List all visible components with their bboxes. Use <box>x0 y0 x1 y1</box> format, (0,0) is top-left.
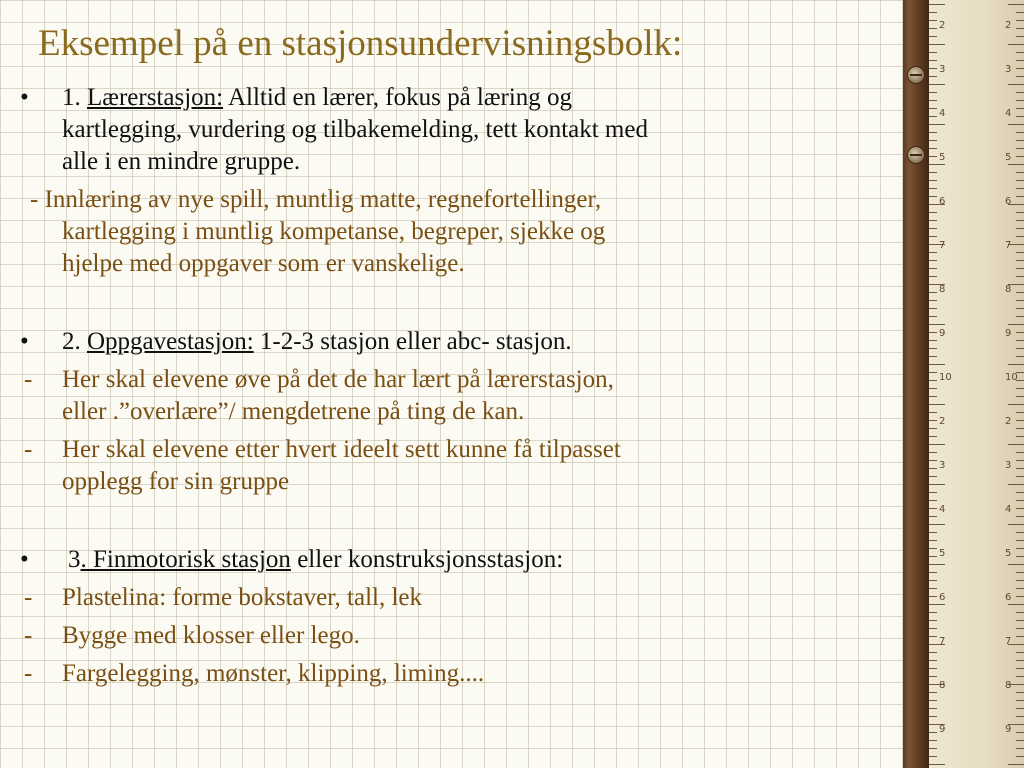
dash-item-3-1: - Plastelina: forme bokstaver, tall, lek <box>0 582 890 614</box>
ruler-tick <box>1016 668 1024 669</box>
ruler-tick <box>929 604 945 605</box>
laererstasjon-heading: Lærerstasjon: <box>87 84 224 111</box>
ruler-tick <box>1016 508 1024 509</box>
bullet-marker: • <box>20 84 29 111</box>
dash-item-2-2-line-2: opplegg for sin gruppe <box>62 468 290 495</box>
ruler-tick <box>1016 108 1024 109</box>
dash-item-3-2: - Bygge med klosser eller lego. <box>0 620 890 652</box>
ruler-tick <box>929 116 937 117</box>
ruler-tick <box>929 92 937 93</box>
ruler-number: 7 <box>939 240 946 251</box>
ruler-tick <box>1016 572 1024 573</box>
ruler-tick <box>929 148 937 149</box>
finmotorisk-heading: . Finmotorisk stasjon <box>80 546 291 573</box>
ruler-tick <box>1016 476 1024 477</box>
ruler-number: 6 <box>1005 196 1012 207</box>
ruler-tick <box>929 564 945 565</box>
ruler-tick <box>1016 692 1024 693</box>
ruler-tick <box>1016 76 1024 77</box>
ruler-tick <box>1016 396 1024 397</box>
ruler-tick <box>1016 156 1024 157</box>
ruler-tick <box>929 748 937 749</box>
dash-item-3-3: - Fargelegging, mønster, klipping, liming.... <box>0 658 890 690</box>
ruler-tick <box>1016 700 1024 701</box>
ruler-tick <box>929 532 937 533</box>
ruler-number: 5 <box>1005 548 1012 559</box>
ruler-tick <box>929 292 937 293</box>
ruler-tick <box>929 412 937 413</box>
ruler-tick <box>1016 732 1024 733</box>
ruler-tick <box>1016 332 1024 333</box>
sub-line-2: kartlegging i muntlig kompetanse, begreper, sjekke og <box>62 218 606 245</box>
ruler-tick <box>929 372 937 373</box>
ruler-tick <box>1016 540 1024 541</box>
ruler-tick <box>929 636 937 637</box>
ruler-tick <box>1016 588 1024 589</box>
ruler-tick <box>1016 196 1024 197</box>
ruler-tick <box>929 756 937 757</box>
ruler-tick <box>1016 28 1024 29</box>
ruler-tick <box>1016 356 1024 357</box>
ruler-tick <box>929 124 945 125</box>
ruler-tick <box>929 180 937 181</box>
ruler-tick <box>929 52 937 53</box>
ruler-tick <box>1008 444 1024 445</box>
ruler-tick <box>929 676 937 677</box>
ruler-tick <box>929 348 937 349</box>
ruler-tick <box>1016 500 1024 501</box>
ruler-tick <box>929 68 937 69</box>
ruler-tick <box>929 508 937 509</box>
ruler-tick <box>1016 268 1024 269</box>
ruler-number: 8 <box>939 680 946 691</box>
ruler-tick <box>929 364 945 365</box>
ruler-number: 2 <box>1005 416 1012 427</box>
ruler-tick <box>929 516 937 517</box>
ruler-number: 4 <box>1005 108 1012 119</box>
ruler-tick <box>1008 164 1024 165</box>
dash-marker: - <box>24 584 33 611</box>
ruler-tick <box>929 156 937 157</box>
ruler-tick <box>929 60 937 61</box>
ruler-tick <box>1016 308 1024 309</box>
ruler-number: 7 <box>939 636 946 647</box>
ruler-tick <box>929 396 937 397</box>
ruler-tick <box>929 692 937 693</box>
dash-marker: - <box>24 622 33 649</box>
ruler-tick <box>1016 620 1024 621</box>
ruler-tick <box>929 388 937 389</box>
dash-item-2-1-line-2: eller .”overlære”/ mengdetrene på ting de kan. <box>62 398 525 425</box>
ruler-number: 10 <box>939 372 952 383</box>
ruler-tick <box>1016 716 1024 717</box>
ruler-number: 4 <box>939 108 946 119</box>
ruler-tick <box>929 452 937 453</box>
ruler-number: 6 <box>1005 592 1012 603</box>
screw-icon <box>907 146 925 164</box>
ruler-tick <box>929 524 945 525</box>
ruler-tick <box>929 20 937 21</box>
ruler-tick <box>1016 340 1024 341</box>
ruler-tick <box>929 444 945 445</box>
ruler-face <box>929 0 1024 768</box>
ruler-tick <box>1016 188 1024 189</box>
ruler-tick <box>1016 748 1024 749</box>
ruler-number: 6 <box>939 196 946 207</box>
ruler-tick <box>929 164 945 165</box>
ruler-number: 5 <box>939 548 946 559</box>
ruler-tick <box>929 228 937 229</box>
ruler-tick <box>1008 484 1024 485</box>
ruler-tick <box>1016 676 1024 677</box>
dash-marker: - <box>24 436 33 463</box>
ruler-tick <box>929 76 937 77</box>
ruler-tick <box>1016 100 1024 101</box>
ruler-tick <box>1016 468 1024 469</box>
ruler-number: 9 <box>1005 724 1012 735</box>
bullet-1-line-2: kartlegging, vurdering og tilbakemelding, tett kontakt med <box>62 116 648 143</box>
ruler-tick <box>1016 516 1024 517</box>
ruler-tick <box>1016 436 1024 437</box>
ruler-tick <box>929 620 937 621</box>
ruler-tick <box>929 220 937 221</box>
ruler-tick <box>929 84 945 85</box>
ruler-tick <box>1008 764 1024 765</box>
ruler-tick <box>929 428 937 429</box>
ruler-tick <box>929 484 945 485</box>
ruler-tick <box>1016 12 1024 13</box>
ruler-tick <box>1016 740 1024 741</box>
ruler-tick <box>929 252 937 253</box>
ruler-tick <box>929 476 937 477</box>
ruler-tick <box>929 332 937 333</box>
ruler-tick <box>929 324 945 325</box>
ruler-tick <box>929 340 937 341</box>
ruler-tick <box>929 316 937 317</box>
ruler-number: 9 <box>939 328 946 339</box>
ruler-tick <box>929 500 937 501</box>
ruler-tick <box>1016 276 1024 277</box>
ruler-tick <box>1016 412 1024 413</box>
ruler-number: 4 <box>1005 504 1012 515</box>
ruler-tick <box>929 300 937 301</box>
ruler-number: 9 <box>939 724 946 735</box>
ruler-tick <box>1016 580 1024 581</box>
ruler-tick <box>929 188 937 189</box>
ruler-number: 3 <box>1005 460 1012 471</box>
ruler-tick <box>1016 612 1024 613</box>
ruler-tick <box>1016 132 1024 133</box>
ruler-number: 5 <box>939 152 946 163</box>
ruler-tick <box>1016 52 1024 53</box>
ruler-tick <box>929 276 937 277</box>
ruler-tick <box>929 12 937 13</box>
ruler-tick <box>929 436 937 437</box>
ruler-tick <box>929 548 937 549</box>
ruler-tick <box>1008 124 1024 125</box>
ruler-tick <box>1016 708 1024 709</box>
ruler-number: 8 <box>939 284 946 295</box>
ruler-tick <box>1016 92 1024 93</box>
ruler-tick <box>1016 236 1024 237</box>
ruler-tick <box>1016 628 1024 629</box>
ruler-tick <box>929 36 937 37</box>
ruler-number: 3 <box>939 64 946 75</box>
ruler-tick <box>929 572 937 573</box>
ruler-number: 2 <box>1005 20 1012 31</box>
ruler-tick <box>929 764 945 765</box>
ruler-tick <box>1016 220 1024 221</box>
bullet-marker: • <box>20 328 29 355</box>
ruler-tick <box>929 468 937 469</box>
ruler-tick <box>1016 428 1024 429</box>
ruler-tick <box>929 268 937 269</box>
ruler-tick <box>929 132 937 133</box>
ruler-tick <box>1008 604 1024 605</box>
ruler-tick <box>929 212 937 213</box>
ruler-tick <box>929 668 937 669</box>
ruler-tick <box>929 380 937 381</box>
ruler-tick <box>1016 228 1024 229</box>
dash-marker: - <box>24 660 33 687</box>
ruler-tick <box>1016 300 1024 301</box>
ruler-tick <box>1008 404 1024 405</box>
ruler-tick <box>929 588 937 589</box>
sub-line-3: hjelpe med oppgaver som er vanskelige. <box>62 250 465 277</box>
ruler-tick <box>1016 388 1024 389</box>
ruler-tick <box>929 356 937 357</box>
ruler-number: 2 <box>939 20 946 31</box>
ruler-tick <box>1008 84 1024 85</box>
ruler-tick <box>1016 20 1024 21</box>
ruler-tick <box>1016 556 1024 557</box>
ruler-tick <box>1016 148 1024 149</box>
ruler-tick <box>929 404 945 405</box>
ruler-tick <box>1016 652 1024 653</box>
ruler-tick <box>1016 660 1024 661</box>
ruler-number: 4 <box>939 504 946 515</box>
ruler-tick <box>929 708 937 709</box>
ruler-tick <box>1016 532 1024 533</box>
ruler-number: 9 <box>1005 328 1012 339</box>
ruler-decoration <box>903 0 1024 768</box>
ruler-tick <box>929 540 937 541</box>
ruler-tick <box>929 492 937 493</box>
ruler-tick <box>929 28 937 29</box>
ruler-tick <box>1008 4 1024 5</box>
ruler-tick <box>929 556 937 557</box>
ruler-tick <box>1016 756 1024 757</box>
ruler-tick <box>929 420 937 421</box>
ruler-number: 7 <box>1005 240 1012 251</box>
ruler-tick <box>1016 260 1024 261</box>
ruler-tick <box>1016 452 1024 453</box>
ruler-tick <box>1008 564 1024 565</box>
ruler-tick <box>1016 292 1024 293</box>
ruler-tick <box>1016 420 1024 421</box>
ruler-tick <box>1016 36 1024 37</box>
ruler-number: 6 <box>939 592 946 603</box>
ruler-number: 8 <box>1005 284 1012 295</box>
ruler-tick <box>1016 636 1024 637</box>
ruler-tick <box>929 740 937 741</box>
bullet-marker: • <box>20 546 29 573</box>
ruler-tick <box>929 108 937 109</box>
dash-marker: - <box>24 366 33 393</box>
ruler-tick <box>1016 252 1024 253</box>
ruler-tick <box>1016 212 1024 213</box>
ruler-tick <box>929 596 937 597</box>
ruler-tick <box>929 716 937 717</box>
bullet-1-line-1: • 1. Lærerstasjon: Alltid en lærer, fokus på læring og <box>0 82 890 114</box>
ruler-tick <box>1016 68 1024 69</box>
slide-body <box>0 82 890 690</box>
dash-item-2-1-line-1: - Her skal elevene øve på det de har lært på lærerstasjon, <box>0 364 890 396</box>
ruler-tick <box>1016 116 1024 117</box>
bullet-3-line-1: • 3. Finmotorisk stasjon eller konstruksjonsstasjon: <box>0 544 890 576</box>
ruler-tick <box>1008 364 1024 365</box>
ruler-tick <box>1008 324 1024 325</box>
ruler-number: 3 <box>939 460 946 471</box>
ruler-tick <box>1016 492 1024 493</box>
ruler-tick <box>1016 348 1024 349</box>
ruler-tick <box>929 612 937 613</box>
ruler-tick <box>929 460 937 461</box>
ruler-tick <box>929 236 937 237</box>
ruler-tick <box>929 652 937 653</box>
ruler-tick <box>929 100 937 101</box>
bullet-2-line-1: • 2. Oppgavestasjon: 1-2-3 stasjon eller abc- stasjon. <box>0 326 890 358</box>
ruler-number: 8 <box>1005 680 1012 691</box>
bullet-1-line-3: alle i en mindre gruppe. <box>62 148 301 175</box>
ruler-tick <box>929 260 937 261</box>
ruler-tick <box>929 308 937 309</box>
ruler-tick <box>929 700 937 701</box>
ruler-tick <box>929 172 937 173</box>
ruler-number: 2 <box>939 416 946 427</box>
ruler-tick <box>1016 60 1024 61</box>
screw-icon <box>907 66 925 84</box>
ruler-tick <box>1016 180 1024 181</box>
ruler-tick <box>1016 140 1024 141</box>
ruler-number: 10 <box>1005 372 1018 383</box>
ruler-tick <box>929 580 937 581</box>
ruler-tick <box>1016 172 1024 173</box>
ruler-tick <box>1008 524 1024 525</box>
oppgavestasjon-heading: Oppgavestasjon: <box>87 328 254 355</box>
ruler-tick <box>1016 460 1024 461</box>
ruler-number: 7 <box>1005 636 1012 647</box>
slide-title: Eksempel på en stasjonsundervisningsbolk: <box>38 23 683 64</box>
ruler-tick <box>929 628 937 629</box>
ruler-tick <box>1016 548 1024 549</box>
ruler-number: 5 <box>1005 152 1012 163</box>
ruler-tick <box>929 660 937 661</box>
ruler-tick <box>929 732 937 733</box>
ruler-tick <box>1008 44 1024 45</box>
sub-line-1: - Innlæring av nye spill, muntlig matte, regnefortellinger, <box>30 186 602 213</box>
dash-item-2-2-line-1: - Her skal elevene etter hvert ideelt sett kunne få tilpasset <box>0 434 890 466</box>
ruler-tick <box>929 140 937 141</box>
ruler-number: 3 <box>1005 64 1012 75</box>
ruler-tick <box>929 196 937 197</box>
ruler-tick <box>1016 596 1024 597</box>
ruler-tick <box>929 44 945 45</box>
ruler-tick <box>1016 316 1024 317</box>
ruler-tick <box>929 4 945 5</box>
